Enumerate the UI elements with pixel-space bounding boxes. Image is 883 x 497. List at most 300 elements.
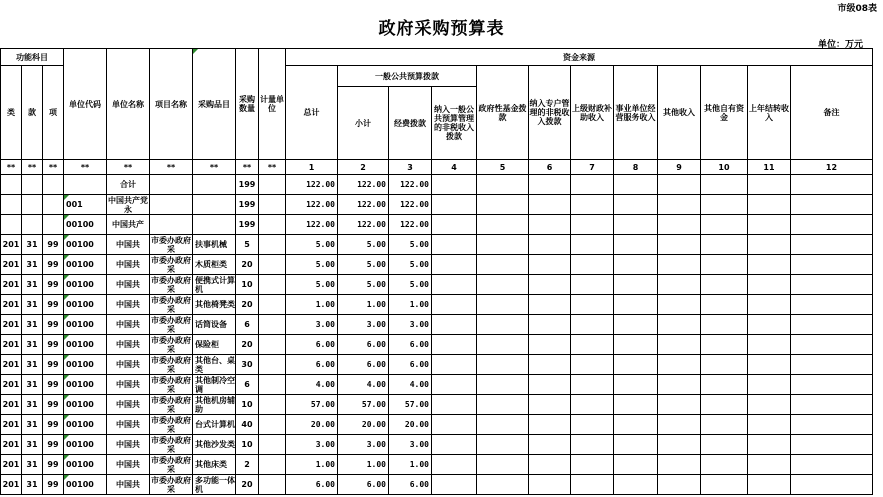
cell-operating: 6.00 bbox=[389, 475, 432, 495]
cell-unit-code: 00100 bbox=[64, 315, 107, 335]
cell-item-name: 市委办政府采 bbox=[151, 375, 191, 394]
table-row bbox=[1, 415, 873, 435]
cell-empty bbox=[477, 455, 529, 475]
cell-unit-name: 中国共产党永 bbox=[108, 195, 148, 214]
cell-measure bbox=[259, 415, 286, 435]
column-code-cell: 10 bbox=[701, 160, 748, 175]
cell-subtotal: 5.00 bbox=[338, 275, 389, 295]
cell-empty bbox=[748, 435, 791, 455]
column-code-cell: ** bbox=[259, 160, 286, 175]
cell-subtotal: 3.00 bbox=[338, 435, 389, 455]
table-row bbox=[1, 295, 873, 315]
cell-measure bbox=[259, 255, 286, 275]
cell-empty bbox=[791, 255, 873, 275]
cell-empty bbox=[658, 235, 701, 255]
cell-lei: 201 bbox=[1, 395, 22, 415]
cell-empty bbox=[477, 335, 529, 355]
cell-goods-name: 台式计算机 bbox=[193, 415, 236, 435]
cell-empty bbox=[791, 295, 873, 315]
header-total: 总计 bbox=[286, 66, 338, 160]
cell-empty bbox=[658, 335, 701, 355]
table-row bbox=[1, 395, 873, 415]
cell-empty bbox=[701, 275, 748, 295]
cell-empty bbox=[748, 455, 791, 475]
cell-kuan: 31 bbox=[22, 435, 43, 455]
cell-goods-name: 其他沙发类 bbox=[193, 435, 236, 455]
column-code-cell: 4 bbox=[432, 160, 477, 175]
cell-empty bbox=[477, 315, 529, 335]
cell-empty bbox=[571, 435, 614, 455]
cell-empty bbox=[477, 435, 529, 455]
column-code-cell: 11 bbox=[748, 160, 791, 175]
cell-empty bbox=[701, 295, 748, 315]
cell-empty bbox=[529, 455, 571, 475]
cell-item-name: 市委办政府采 bbox=[151, 255, 191, 274]
cell-operating: 5.00 bbox=[389, 255, 432, 275]
cell-operating: 122.00 bbox=[389, 175, 432, 195]
cell-total: 1.00 bbox=[286, 455, 338, 475]
cell-measure bbox=[259, 455, 286, 475]
cell-empty bbox=[701, 375, 748, 395]
cell-empty bbox=[614, 275, 658, 295]
cell-xiang: 99 bbox=[43, 295, 64, 315]
cell-unit-name: 中国共 bbox=[107, 235, 150, 255]
cell-empty bbox=[791, 315, 873, 335]
table-row bbox=[1, 275, 873, 295]
cell-kuan: 31 bbox=[22, 455, 43, 475]
cell-item-name: 市委办政府采 bbox=[151, 395, 191, 414]
cell-unit-name: 中国共 bbox=[107, 255, 150, 275]
cell-empty bbox=[658, 355, 701, 375]
cell-empty bbox=[432, 395, 477, 415]
cell-item-name bbox=[150, 195, 193, 215]
cell-kuan: 31 bbox=[22, 315, 43, 335]
cell-qty: 20 bbox=[236, 335, 259, 355]
cell-operating: 1.00 bbox=[389, 295, 432, 315]
cell-goods-name bbox=[193, 215, 236, 235]
table-row bbox=[1, 195, 873, 215]
cell-total: 6.00 bbox=[286, 475, 338, 495]
cell-empty bbox=[658, 175, 701, 195]
cell-kuan bbox=[22, 175, 43, 195]
cell-lei: 201 bbox=[1, 355, 22, 375]
cell-total: 3.00 bbox=[286, 435, 338, 455]
cell-lei: 201 bbox=[1, 255, 22, 275]
cell-empty bbox=[571, 415, 614, 435]
cell-empty bbox=[432, 215, 477, 235]
cell-goods-name: 话筒设备 bbox=[193, 315, 236, 335]
cell-operating: 3.00 bbox=[389, 435, 432, 455]
cell-empty bbox=[658, 275, 701, 295]
cell-empty bbox=[432, 335, 477, 355]
cell-empty bbox=[529, 175, 571, 195]
cell-empty bbox=[748, 235, 791, 255]
cell-subtotal: 4.00 bbox=[338, 375, 389, 395]
cell-empty bbox=[571, 375, 614, 395]
cell-total: 122.00 bbox=[286, 215, 338, 235]
cell-xiang: 99 bbox=[43, 275, 64, 295]
cell-subtotal: 6.00 bbox=[338, 355, 389, 375]
cell-operating: 57.00 bbox=[389, 395, 432, 415]
cell-empty bbox=[432, 295, 477, 315]
cell-empty bbox=[529, 335, 571, 355]
cell-kuan: 31 bbox=[22, 375, 43, 395]
cell-empty bbox=[614, 235, 658, 255]
cell-unit-code: 00100 bbox=[64, 215, 107, 235]
table-row bbox=[1, 235, 873, 255]
cell-unit-code: 00100 bbox=[64, 415, 107, 435]
cell-lei: 201 bbox=[1, 335, 22, 355]
cell-empty bbox=[658, 415, 701, 435]
header-self-funds: 其他自有资金 bbox=[701, 66, 748, 160]
header-lei: 类 bbox=[1, 66, 22, 160]
cell-empty bbox=[432, 375, 477, 395]
table-row bbox=[1, 375, 873, 395]
cell-empty bbox=[614, 295, 658, 315]
cell-goods-name bbox=[193, 175, 236, 195]
cell-empty bbox=[791, 395, 873, 415]
cell-measure bbox=[259, 435, 286, 455]
cell-empty bbox=[432, 475, 477, 495]
column-code-cell: 2 bbox=[338, 160, 389, 175]
cell-empty bbox=[658, 295, 701, 315]
cell-measure bbox=[259, 335, 286, 355]
header-gov-fund: 政府性基金拨款 bbox=[477, 66, 529, 160]
cell-xiang: 99 bbox=[43, 255, 64, 275]
column-code-cell: 7 bbox=[571, 160, 614, 175]
cell-empty bbox=[658, 255, 701, 275]
cell-measure bbox=[259, 475, 286, 495]
cell-xiang: 99 bbox=[43, 455, 64, 475]
cell-item-name bbox=[150, 215, 193, 235]
column-code-cell: 8 bbox=[614, 160, 658, 175]
cell-empty bbox=[701, 455, 748, 475]
cell-unit-code: 00100 bbox=[64, 355, 107, 375]
cell-unit-name: 合计 bbox=[107, 175, 150, 195]
cell-empty bbox=[748, 175, 791, 195]
cell-goods-name: 其他床类 bbox=[193, 455, 236, 475]
cell-lei: 201 bbox=[1, 375, 22, 395]
cell-empty bbox=[791, 355, 873, 375]
cell-lei: 201 bbox=[1, 455, 22, 475]
cell-empty bbox=[529, 255, 571, 275]
cell-unit-code: 00100 bbox=[64, 235, 107, 255]
cell-empty bbox=[529, 375, 571, 395]
cell-empty bbox=[614, 355, 658, 375]
cell-lei: 201 bbox=[1, 435, 22, 455]
cell-empty bbox=[701, 435, 748, 455]
cell-empty bbox=[529, 435, 571, 455]
cell-empty bbox=[432, 175, 477, 195]
cell-kuan: 31 bbox=[22, 395, 43, 415]
cell-xiang: 99 bbox=[43, 315, 64, 335]
cell-lei: 201 bbox=[1, 475, 22, 495]
cell-empty bbox=[432, 415, 477, 435]
cell-empty bbox=[658, 195, 701, 215]
cell-unit-name: 中国共 bbox=[107, 275, 150, 295]
cell-empty bbox=[529, 215, 571, 235]
cell-empty bbox=[791, 195, 873, 215]
cell-unit-name: 中国共 bbox=[107, 355, 150, 375]
cell-empty bbox=[701, 475, 748, 495]
cell-empty bbox=[477, 275, 529, 295]
cell-lei: 201 bbox=[1, 275, 22, 295]
header-superior: 上级财政补助收入 bbox=[571, 66, 614, 160]
cell-kuan: 31 bbox=[22, 415, 43, 435]
cell-lei: 201 bbox=[1, 295, 22, 315]
column-code-cell: 3 bbox=[389, 160, 432, 175]
page-title: 政府采购预算表 bbox=[378, 19, 505, 39]
cell-empty bbox=[571, 235, 614, 255]
cell-total: 4.00 bbox=[286, 375, 338, 395]
cell-qty: 10 bbox=[236, 395, 259, 415]
header-business: 事业单位经营服务收入 bbox=[614, 66, 658, 160]
cell-unit-name: 中国共 bbox=[107, 435, 150, 455]
cell-empty bbox=[701, 355, 748, 375]
header-unit-code: 单位代码 bbox=[64, 49, 107, 160]
cell-unit-code: 00100 bbox=[64, 455, 107, 475]
cell-xiang: 99 bbox=[43, 475, 64, 495]
cell-empty bbox=[614, 475, 658, 495]
table-row bbox=[1, 455, 873, 475]
cell-item-name: 市委办政府采 bbox=[151, 315, 191, 334]
cell-unit-name: 中国共 bbox=[107, 375, 150, 395]
cell-empty bbox=[614, 315, 658, 335]
cell-qty: 199 bbox=[236, 195, 259, 215]
header-carryover: 上年结转收入 bbox=[748, 66, 791, 160]
cell-empty bbox=[701, 235, 748, 255]
cell-item-name: 市委办政府采 bbox=[151, 355, 191, 374]
cell-subtotal: 20.00 bbox=[338, 415, 389, 435]
header-remarks: 备注 bbox=[791, 66, 873, 160]
cell-empty bbox=[701, 315, 748, 335]
cell-empty bbox=[571, 195, 614, 215]
header-other-income: 其他收入 bbox=[658, 66, 701, 160]
header-measure: 计量单位 bbox=[259, 49, 286, 160]
cell-unit-code: 00100 bbox=[64, 275, 107, 295]
cell-unit-code: 001 bbox=[64, 195, 107, 215]
cell-empty bbox=[614, 195, 658, 215]
cell-qty: 20 bbox=[236, 475, 259, 495]
cell-goods-name: 其他制冷空调 bbox=[193, 375, 236, 395]
cell-subtotal: 57.00 bbox=[338, 395, 389, 415]
cell-subtotal: 122.00 bbox=[338, 175, 389, 195]
cell-xiang bbox=[43, 195, 64, 215]
header-special-nontax: 纳入专户管理的非税收入拨款 bbox=[529, 66, 571, 160]
header-kuan: 款 bbox=[22, 66, 43, 160]
cell-empty bbox=[748, 475, 791, 495]
column-code-cell: 1 bbox=[286, 160, 338, 175]
cell-lei bbox=[1, 195, 22, 215]
cell-empty bbox=[614, 455, 658, 475]
cell-empty bbox=[658, 455, 701, 475]
cell-unit-name: 中国共 bbox=[107, 315, 150, 335]
cell-empty bbox=[658, 375, 701, 395]
header-unit-name: 单位名称 bbox=[107, 49, 150, 160]
cell-goods-name: 其他椅凳类 bbox=[193, 295, 236, 315]
cell-xiang: 99 bbox=[43, 235, 64, 255]
cell-empty bbox=[791, 455, 873, 475]
cell-empty bbox=[529, 295, 571, 315]
cell-measure bbox=[259, 295, 286, 315]
cell-empty bbox=[529, 315, 571, 335]
cell-item-name: 市委办政府采 bbox=[151, 435, 191, 454]
cell-total: 20.00 bbox=[286, 415, 338, 435]
table-row bbox=[1, 475, 873, 495]
cell-qty: 40 bbox=[236, 415, 259, 435]
cell-unit-name: 中国共 bbox=[107, 415, 150, 435]
cell-empty bbox=[432, 355, 477, 375]
cell-measure bbox=[259, 275, 286, 295]
cell-item-name: 市委办政府采 bbox=[151, 295, 191, 314]
cell-empty bbox=[748, 295, 791, 315]
cell-empty bbox=[791, 275, 873, 295]
cell-measure bbox=[259, 375, 286, 395]
cell-empty bbox=[477, 395, 529, 415]
table-row bbox=[1, 355, 873, 375]
cell-kuan bbox=[22, 195, 43, 215]
cell-unit-name: 中国共 bbox=[107, 475, 150, 495]
cell-empty bbox=[701, 215, 748, 235]
cell-xiang: 99 bbox=[43, 415, 64, 435]
cell-item-name: 市委办政府采 bbox=[151, 455, 191, 474]
cell-empty bbox=[432, 275, 477, 295]
cell-qty: 199 bbox=[236, 215, 259, 235]
column-code-cell: ** bbox=[150, 160, 193, 175]
cell-operating: 6.00 bbox=[389, 335, 432, 355]
cell-empty bbox=[571, 475, 614, 495]
cell-unit-code: 00100 bbox=[64, 375, 107, 395]
cell-lei bbox=[1, 175, 22, 195]
cell-total: 6.00 bbox=[286, 355, 338, 375]
unit-label: 单位：万元 bbox=[817, 40, 863, 50]
cell-empty bbox=[477, 355, 529, 375]
cell-kuan: 31 bbox=[22, 295, 43, 315]
cell-subtotal: 1.00 bbox=[338, 455, 389, 475]
cell-empty bbox=[571, 455, 614, 475]
cell-empty bbox=[571, 355, 614, 375]
column-code-cell: ** bbox=[22, 160, 43, 175]
cell-empty bbox=[614, 215, 658, 235]
cell-unit-name: 中国共 bbox=[107, 335, 150, 355]
cell-qty: 6 bbox=[236, 315, 259, 335]
cell-empty bbox=[701, 255, 748, 275]
cell-operating: 5.00 bbox=[389, 275, 432, 295]
cell-empty bbox=[701, 335, 748, 355]
cell-unit-code: 00100 bbox=[64, 295, 107, 315]
cell-empty bbox=[614, 375, 658, 395]
cell-qty: 2 bbox=[236, 455, 259, 475]
cell-subtotal: 3.00 bbox=[338, 315, 389, 335]
column-code-cell: ** bbox=[1, 160, 22, 175]
column-code-cell: 12 bbox=[791, 160, 873, 175]
cell-qty: 6 bbox=[236, 375, 259, 395]
cell-total: 1.00 bbox=[286, 295, 338, 315]
header-operating: 经费拨款 bbox=[389, 87, 432, 160]
cell-empty bbox=[658, 215, 701, 235]
report-code: 市级08表 bbox=[837, 4, 877, 14]
cell-empty bbox=[477, 415, 529, 435]
cell-empty bbox=[614, 335, 658, 355]
cell-operating: 5.00 bbox=[389, 235, 432, 255]
cell-empty bbox=[477, 375, 529, 395]
cell-empty bbox=[571, 315, 614, 335]
cell-empty bbox=[791, 375, 873, 395]
header-xiang: 项 bbox=[43, 66, 64, 160]
cell-empty bbox=[614, 435, 658, 455]
header-func-subject: 功能科目 bbox=[1, 49, 64, 66]
cell-empty bbox=[701, 175, 748, 195]
cell-empty bbox=[748, 255, 791, 275]
cell-empty bbox=[614, 415, 658, 435]
cell-empty bbox=[529, 195, 571, 215]
table-row bbox=[1, 315, 873, 335]
table-row bbox=[1, 335, 873, 355]
cell-lei: 201 bbox=[1, 315, 22, 335]
cell-kuan: 31 bbox=[22, 235, 43, 255]
column-code-cell: ** bbox=[43, 160, 64, 175]
cell-subtotal: 122.00 bbox=[338, 215, 389, 235]
cell-item-name: 市委办政府采 bbox=[151, 475, 191, 494]
cell-empty bbox=[658, 315, 701, 335]
cell-item-name: 市委办政府采 bbox=[151, 275, 191, 294]
cell-empty bbox=[701, 395, 748, 415]
cell-subtotal: 6.00 bbox=[338, 335, 389, 355]
cell-lei bbox=[1, 215, 22, 235]
cell-empty bbox=[614, 395, 658, 415]
cell-qty: 20 bbox=[236, 295, 259, 315]
cell-unit-name: 中国共 bbox=[107, 455, 150, 475]
cell-empty bbox=[748, 335, 791, 355]
cell-operating: 3.00 bbox=[389, 315, 432, 335]
cell-unit-code: 00100 bbox=[64, 255, 107, 275]
cell-empty bbox=[701, 415, 748, 435]
cell-unit-name: 中国共产 bbox=[107, 215, 150, 235]
table-row bbox=[1, 175, 873, 195]
cell-empty bbox=[432, 255, 477, 275]
cell-xiang: 99 bbox=[43, 375, 64, 395]
cell-qty: 5 bbox=[236, 235, 259, 255]
cell-empty bbox=[658, 435, 701, 455]
cell-measure bbox=[259, 315, 286, 335]
column-code-cell: ** bbox=[64, 160, 107, 175]
cell-goods-name: 木质柜类 bbox=[193, 255, 236, 275]
cell-item-name: 市委办政府采 bbox=[151, 235, 191, 254]
cell-empty bbox=[529, 355, 571, 375]
cell-qty: 20 bbox=[236, 255, 259, 275]
cell-total: 122.00 bbox=[286, 195, 338, 215]
table-body bbox=[1, 175, 873, 495]
column-code-cell: 9 bbox=[658, 160, 701, 175]
cell-empty bbox=[791, 435, 873, 455]
cell-empty bbox=[432, 195, 477, 215]
header-nontax-in: 纳入一般公共预算管理的非税收入拨款 bbox=[432, 87, 477, 160]
header-subtotal: 小计 bbox=[338, 87, 389, 160]
cell-unit-name: 中国共 bbox=[107, 395, 150, 415]
cell-empty bbox=[748, 375, 791, 395]
cell-total: 5.00 bbox=[286, 275, 338, 295]
cell-goods-name: 其他台、桌类 bbox=[193, 355, 236, 375]
cell-unit-code: 00100 bbox=[64, 335, 107, 355]
cell-goods-name: 其他机房辅助 bbox=[193, 395, 236, 415]
cell-total: 6.00 bbox=[286, 335, 338, 355]
cell-empty bbox=[571, 255, 614, 275]
header-funding: 资金来源 bbox=[286, 49, 873, 66]
cell-goods-name: 保险柜 bbox=[193, 335, 236, 355]
cell-lei: 201 bbox=[1, 415, 22, 435]
cell-empty bbox=[571, 175, 614, 195]
cell-subtotal: 5.00 bbox=[338, 255, 389, 275]
